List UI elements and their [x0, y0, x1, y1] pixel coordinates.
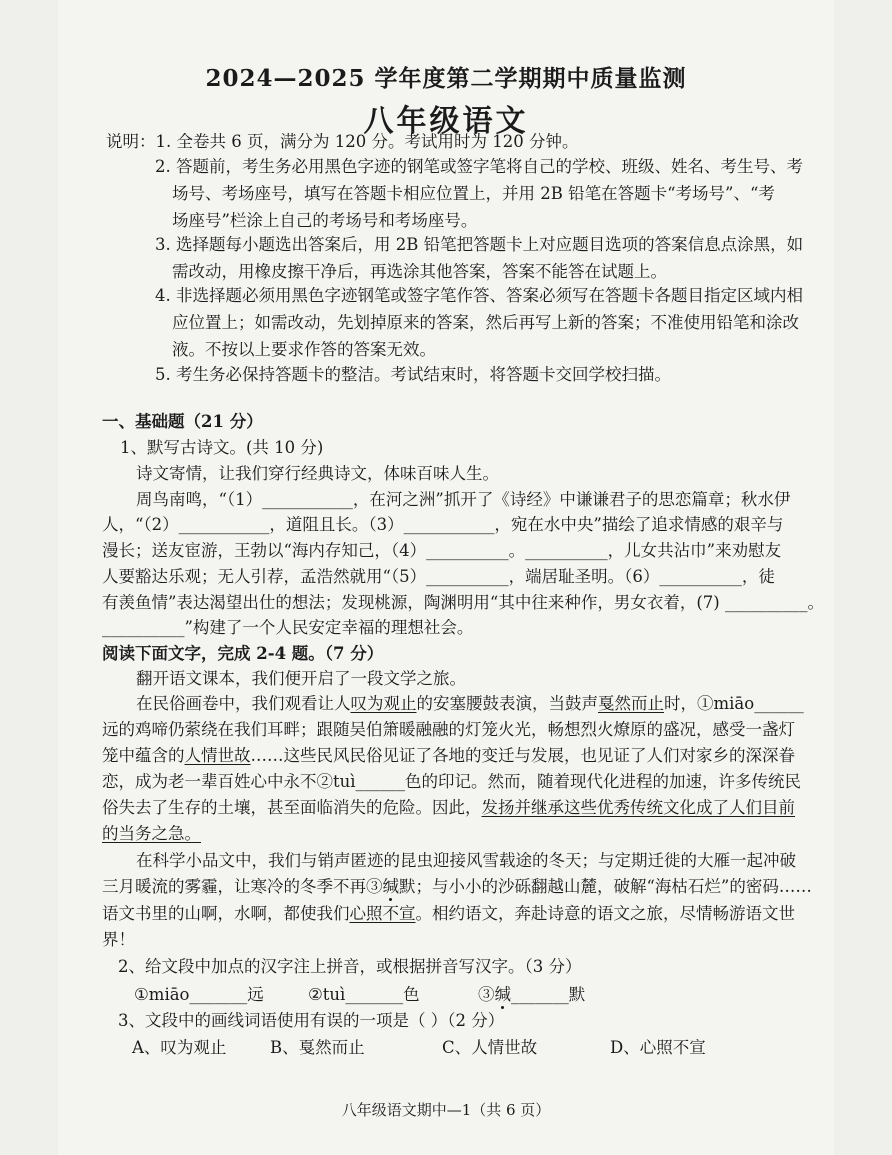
instruction-line: 2. 答题前，考生务必用黑色字迹的钢笔或签字笔将自己的学校、班级、姓名、考生号、考	[155, 157, 803, 176]
passage-line	[136, 693, 804, 715]
passage-line	[102, 876, 812, 898]
question-2-item	[478, 984, 585, 1006]
passage-line	[102, 903, 795, 925]
dotted-character: 缄	[382, 877, 399, 896]
recitation-line: 人，“（2）___________，道阻且长。（3）___________，宛在水中央”描绘了追求情感的艰辛与	[102, 515, 784, 534]
exam-title: 2024—2025 学年度第二学期期中质量监测	[205, 65, 687, 92]
instruction-line: 需改动，用橡皮擦干净后，再选涂其他答案，答案不能答在试题上。	[172, 262, 667, 281]
underlined-phrase: 人情世故	[184, 746, 251, 765]
option-c: C、人情世故	[442, 1038, 538, 1057]
recitation-line: 漫长；送友宦游，王勃以“海内存知己，（4）__________。__________，儿女共沾巾”来劝慰友	[102, 541, 782, 560]
instruction-line: 说明：1. 全卷共 6 页，满分为 120 分。考试用时为 120 分钟。	[106, 132, 579, 151]
passage-text: 的安塞腰鼓表演，当鼓声	[416, 694, 598, 713]
recitation-line: 人要豁达乐观；无人引荐，孟浩然就用“（5）__________，端居耻圣明。（6）__________，徒	[102, 567, 775, 586]
option-a: A、叹为观止	[132, 1038, 227, 1057]
underlined-phrase: 心照不宣	[349, 904, 416, 923]
underlined-phrase: 的当务之急。	[102, 824, 201, 843]
subject-title: 八年级语文	[363, 104, 529, 139]
underlined-phrase: 叹为观止	[350, 694, 417, 713]
recitation-line: __________”构建了一个人民安定幸福的理想社会。	[102, 618, 474, 637]
passage-line: 界！	[102, 930, 135, 949]
question-2-stem: 2、给文段中加点的汉字注上拼音，或根据拼音写汉字。（3 分）	[118, 957, 582, 976]
passage-text: 。相约语文，奔赴诗意的语文之旅，尽情畅游语文世	[415, 904, 795, 923]
dotted-character: 缄	[494, 985, 511, 1004]
passage-text: 语文书里的山啊，水啊，都使我们	[102, 904, 350, 923]
passage-text: 俗失去了生存的土壤，甚至面临消失的危险。因此，	[102, 798, 482, 817]
instruction-line: 液。不按以上要求作答的答案无效。	[172, 340, 436, 359]
underlined-phrase: 戛然而止	[598, 694, 664, 713]
option-b: B、戛然而止	[270, 1038, 365, 1057]
underlined-phrase: 发扬并继承这些优秀传统文化成了人们目前	[481, 798, 795, 817]
passage-line: 远的鸡啼仍萦绕在我们耳畔；跟随吴伯箫暖融融的灯笼火光，畅想烈火燎原的盛况，感受一盏灯	[102, 720, 795, 739]
question-1-intro: 诗文寄情，让我们穿行经典诗文，体味百味人生。	[136, 464, 499, 483]
passage-text: ……这些民风民俗见证了各地的变迁与发展，也见证了人们对家乡的深深眷	[250, 746, 795, 765]
instruction-line: 场座号”栏涂上自己的考场号和考场座号。	[172, 211, 478, 230]
passage-line: 翻开语文课本，我们便开启了一段文学之旅。	[136, 669, 466, 688]
recitation-line: 有羡鱼情”表达渴望出仕的想法；发现桃源，陶渊明用“其中往来种作，男女衣着，(7) __________。	[102, 593, 824, 612]
passage-line	[102, 745, 795, 767]
passage-line	[102, 823, 201, 845]
passage-text: 笼中蕴含的	[102, 746, 185, 765]
instruction-line: 3. 选择题每小题选出答案后，用 2B 铅笔把答题卡上对应题目选项的答案信息点涂黑，如	[155, 235, 804, 254]
question-2-item: ②tuì_______色	[308, 985, 420, 1004]
passage-text: 三月暖流的雾霾，让寒冷的冬季不再③	[102, 877, 383, 896]
question-2-item: ①miāo_______远	[134, 985, 264, 1004]
item-text: _______默	[511, 985, 586, 1004]
question-3-stem: 3、文段中的画线词语使用有误的一项是（ ）（2 分）	[118, 1011, 505, 1030]
section-heading: 一、基础题（21 分）	[102, 412, 263, 431]
passage-text: 在民俗画卷中，我们观看让人	[136, 694, 351, 713]
instruction-line: 5. 考生务必保持答题卡的整洁。考试结束时，将答题卡交回学校扫描。	[155, 365, 671, 384]
paper-sheet	[58, 0, 834, 1155]
passage-line: 恋，成为老一辈百姓心中永不②tuì______色的印记。然而，随着现代化进程的加速，许多传统民	[102, 772, 802, 791]
reading-heading: 阅读下面文字，完成 2-4 题。（7 分）	[102, 644, 384, 663]
instruction-line: 4. 非选择题必须用黑色字迹钢笔或签字笔作答、答案必须写在答题卡各题目指定区域内相	[155, 286, 803, 305]
option-d: D、心照不宣	[610, 1038, 706, 1057]
instruction-line: 场号、考场座号，填写在答题卡相应位置上，并用 2B 铅笔在答题卡“考场号”、“考	[172, 184, 775, 203]
question-1-heading: 1、默写古诗文。(共 10 分)	[120, 438, 324, 457]
passage-text: 默；与小小的沙砾翻越山麓，破解“海枯石烂”的密码……	[399, 877, 812, 896]
page-footer: 八年级语文期中—1（共 6 页）	[341, 1101, 551, 1119]
passage-text: 时，①miāo______	[664, 694, 804, 713]
passage-line	[102, 797, 795, 819]
recitation-line: 周鸟南鸣，“（1）___________，在河之洲”抓开了《诗经》中谦谦君子的思恋篇章；秋水伊	[136, 490, 791, 509]
passage-line: 在科学小品文中，我们与销声匿迹的昆虫迎接风雪载途的冬天；与定期迁徙的大雁一起冲破	[136, 851, 796, 870]
item-text: ③	[478, 985, 495, 1004]
instruction-line: 应位置上；如需改动，先划掉原来的答案，然后再写上新的答案；不准使用铅笔和涂改	[172, 313, 799, 332]
